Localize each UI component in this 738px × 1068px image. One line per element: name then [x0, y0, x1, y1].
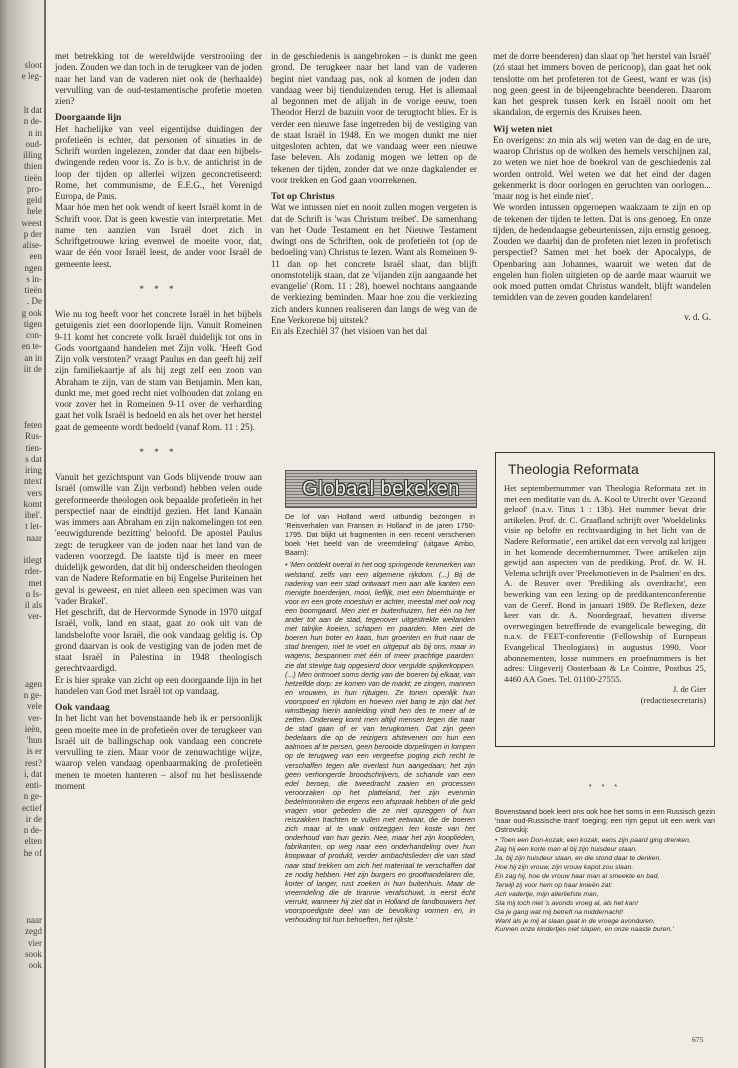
margin-fragment: Rus- [24, 431, 42, 442]
verse-line: Sla mij toch niet 's avonds vroeg al, als het kan! [495, 899, 638, 907]
margin-fragment [4, 398, 42, 409]
paragraph: Het geschrift, dat de Hervormde Synode in 1970 uitgaf Israël, volk, land en staat, gaat zo ook uit van de landsbelofte voor Israël, die ook vandaag geldig is. Op grond daarvan is ook de vestiging van de joden met de staat Israël in Palestina in 1948 theologisch gerechtvaardigd. [55, 607, 262, 674]
margin-fragment [4, 94, 42, 105]
margin-fragment: i, dat [24, 768, 42, 779]
margin-fragment: g ook [21, 307, 42, 318]
box-signer: J. de Gier [672, 684, 706, 695]
margin-fragment: agen [25, 678, 42, 689]
margin-fragment: illing [22, 150, 42, 160]
verse-line: Terwijl zij voor hem op haar knieën zat: [495, 881, 613, 889]
margin-fragment: itlegt [23, 555, 42, 565]
margin-fragment: 'hun [26, 735, 42, 745]
margin-fragment: ntext [24, 476, 42, 487]
subheading-tot-op-christus: Tot op Christus [271, 191, 335, 202]
margin-fragment: n ge- [23, 690, 42, 700]
margin-fragment: feten [24, 420, 42, 430]
margin-fragment [4, 386, 42, 397]
margin-fragment: n ge- [23, 791, 42, 802]
margin-fragment: tieën [24, 172, 42, 183]
margin-fragment [4, 859, 42, 870]
verse-line: Zag hij een korte man al bij zijn huisdeur staan. [495, 846, 638, 854]
globaal-column-left [285, 512, 475, 927]
margin-fragment: vele [27, 701, 42, 712]
binding-fold [44, 0, 46, 1068]
margin-fragment: elten [24, 836, 42, 847]
margin-fragment: naar [26, 532, 42, 543]
globaal-quote: • 'Men ontdekt overal in het oog springende kenmerken van welstand, zelfs van een algemene rijkdom. (...) Bij de nadering van een stad ontwaart men aan alle kanten een menigte boerderijen, mooi, lieflijk, met een bloemtuintje er voor en een grote moestuin er achter, meestal met ook nog een boomgaard. Men ziet er buitenhuizen, het één na het ander tot aan de stad, tegenover uitgestrekte weilanden met talrijke koeien, schapen en paarden. Men ziet de boeren hun boter en kaas, hun groenten en fruit naar de stad brengen, niet te voet en uitgeput als bij ons, maar in wagens, bespannen met één of meer prachtige paarden: zie dat stevige tuig opgesierd door vergulde spijkerkoppen. (...) Men ontmoet soms dertig van die boeren bij elkaar, van hetzelfde dorp: ze komen van de markt; ze zingen, mannen en vrouwen, in hun rijtuigen. Ze tonen openlijk hun voorspoed en rijkdom en hoeven niet bang te zijn dat het winstbejag hierin aanleiding vindt hen des te meer af te zetten. Onderweg komt men altijd mensen tegen die naar de stad gaan of er van terugkomen. Dat zijn geen bedelaars die op de reizigers afstevenen om hun een aalmoes af te persen, geen berooide dorpelingen in lompen op de terugweg van een vergeefse poging zich recht te verschaffen tegen alle overlast hun aangedaan; het zijn geen verhongerde broodschrijvers, de schande van een edel beroep, die tweedracht zaaien en processen veroorzaken op het platteland, het zijn evenmin bedelmonniken die ergens een afspraak hebben of die geld vragen voor gebeden die ze niet opzeggen of hun reiszakken trachten te vullen met eetwaar, die de boeren zich maar al te vaak ontzeggen ten koste van het onderhoud van hun gezin. Nee, maar het zijn kooplieden, fabrikanten, op weg naar een onderhandeling over hun koopwaar of produkt, verder ambachtslieden die van stad naar stad trekken om zich het materiaal te verschaffen dat ze nodig hebben. Het zijn burgers en groothandelaren die, korter of langer, rust zoeken in hun buitenhuis. Maar de vreemdeling die de tirannie verafschuwt, is eerst écht verrukt, wanneer hij ziet dat in Holland de landbouwers het voorspoedigste deel van de bevolking vormen en, in verhouding tot hun behoeften, het rijkste.' [285, 560, 475, 925]
margin-fragment: il als [24, 600, 42, 610]
paragraph: met betrekking tot de wereldwijde verstrooiing der joden. Zouden we dan toch in de terugkeer van de joden naar het land van de vaderen niet ook de (herhaalde) vervulling van de oud-testamentische profetie moeten zien? [55, 51, 262, 106]
margin-fragment: thien [24, 161, 42, 172]
subheading-ook-vandaag: Ook vandaag [55, 702, 110, 714]
article-column-3 [493, 51, 711, 323]
globaal-intro: De lof van Holland werd uitbundig bezongen in 'Reisverhalen van Fransen in Holland' in de jaren 1750-1795. Dat blijkt uit fragmenten in een recent verschenen boek 'Het beeld van de vreemdeling' (uitgave Ambo, Baarn): [285, 512, 475, 558]
margin-fragment [4, 656, 42, 667]
margin-fragment: sloot [24, 60, 42, 70]
margin-fragment: ibel'. [24, 510, 42, 520]
verse-line: En zag hij, hoe de vrouw haar man al smeekte en bad, [495, 873, 660, 880]
verse-line: Kunnen onze kindertjes niet slapen, en onze naaste buren.' [495, 926, 674, 934]
margin-fragment: hele [27, 206, 42, 217]
article-column-2 [271, 51, 477, 337]
theologia-reformata-box [495, 452, 715, 747]
margin-fragment: iit de [23, 363, 42, 374]
globaal-bekeken-banner [285, 470, 477, 508]
article-column-1 [55, 51, 262, 792]
verse-line: Ja, bij zijn huisdeur staan, en die stond daar te denken. [495, 855, 662, 863]
margin-fragment: ngen [24, 262, 42, 273]
margin-fragment: tieën [24, 285, 42, 295]
paragraph: Er is hier sprake van zicht op een doorgaande lijn in het handelen van God met Israël tot op vandaag. [55, 674, 262, 696]
margin-fragment [4, 668, 42, 679]
margin-fragment: rder- [24, 566, 42, 577]
margin-fragment [4, 904, 42, 915]
section-divider: * * * [588, 782, 622, 791]
margin-fragment [4, 893, 42, 904]
margin-fragment: oud- [25, 138, 42, 149]
paragraph: Wie nu tog heeft voor het concrete Israël in het bijbels getuigenis ziet een doorlopende lijn. Vanuit Romeinen 9-11 komt het concrete volk Israël duidelijk tot ons in Gods voortgaand handelen met Zijn volk. 'Heeft God Zijn volk verstoten?' vraagt Paulus en dan geeft hij zelf zijn familiekaartje af als hij zegt zelf een zoon van Abraham te zijn, van de stam van Benjamin. Men kan, dunkt me, met goed recht niet volhouden dat zolang en voor zover het in Romeinen 9-11 over de verharding gaat het volk Israël is bedoeld en als het over het herstel gaat de gemeente wordt bedoeld (vanaf Rom. 11 : 25). [55, 309, 262, 432]
margin-fragment: ectief [22, 802, 42, 813]
margin-fragment: ver- [27, 712, 42, 723]
margin-fragment: ir de [25, 813, 42, 824]
paragraph: Wat we intussen niet en nooit zullen mogen vergeten is dat de Schrift is 'was Christum treibet'. De samenhang van het Oude Testament en het Nieuwe Testament dwingt ons de Schriften, ook de profetieën tot (op de bedoeling van) Christus te lezen. Want als Romeinen 9-11 dan op het concrete Israël slaat, dan blijft onomstotelijk staan, dat ze 'vijanden zijn aangaande het evangelie' (Rom. 11 : 28), hoewel nochtans aangaande de verkiezing beminden. Maar hoe zou die verkiezing zich anders kunnen realiseren dan langs de weg van de Ene Verkorene bij uitstek? [271, 202, 477, 325]
margin-fragment: weest [21, 217, 42, 228]
verse-line: Hoe hij zijn vrouw, zijn vrouw kapot zou slaan. [495, 864, 634, 872]
paragraph: En als Ezechiël 37 (het visioen van het dal [271, 326, 428, 337]
page-number: 675 [692, 1035, 704, 1044]
margin-fragment: met [28, 577, 42, 588]
margin-fragment: e leg- [21, 71, 42, 82]
margin-fragment: t let- [25, 521, 42, 532]
box-text: Het septembernummer van Theologia Reformata zet in met een meditatie van ds. A. Kool te Utrecht over 'Gezond geloof' (n.a.v. Titus 1 : 13b). Het nummer bevat drie artikelen. Prof. dr. C. Graafland schrijft over 'Woeldelinks visie op belofte en rechtvaardiging in het licht van de Nadere Reformatie', een artikel dat een vervolg zal krijgen in het komende decembernummer. Twee artikelen zijn gewijd aan aspecten van de prediking. Prof. dr. W. H. Velema schrijft over 'Preekmotieven in de Psalmen' en drs. A. de Reuver over 'Prediking als overdracht', een bewerking van een lezing op de predikantenconferentie van de Geref. Bond in januari 1989. De Reflexen, deze keer van dr. A. Noordegraaf, bevatten diverse overwegingen betreffende de evangelicale beweging, dit n.a.v. de FEET-conferentie (Fellowship of European Evangelical Theologians) in augustus 1990. Voor abonnementen, losse nummers en proefnummers is het adres: Uitgeverij Oosterbaan & Le Cointre, Postbus 25, 4460 AA Goes. Tel. 01100-27555. [504, 483, 706, 684]
margin-fragment: n Is- [25, 588, 42, 599]
margin-fragment [4, 544, 42, 555]
margin-fragment [4, 83, 42, 94]
margin-fragment [4, 634, 42, 645]
margin-fragment: s dat [25, 453, 42, 464]
margin-fragment: zegd [25, 926, 42, 937]
margin-fragment: n de- [23, 116, 42, 127]
russian-verse [495, 837, 715, 935]
paragraph: met de dorre beenderen) dan slaat op 'het herstel van Israël' (zó staat het immers boven de pericoop), dan gaat het ook tenslotte om het profeteren tot de Geest, want er was (is) nog geen geest in de bijeengebrachte beenderen. Daarom kan het gesprek tussen kerk en Israël nooit om het skandalon, de ergernis des Kruises heen. [493, 51, 711, 118]
section-divider: * * * [139, 446, 178, 457]
margin-fragment: ver- [27, 611, 42, 622]
paragraph: Maar hóe men het ook wendt of keert Israël komt in de Schrift voor. Dat is geen kwestie van interpretatie. Met name ten aanzien van Israël doet zich in Schriftgetrouwe kring evenwel de moeite voor, dat, waar de één voor Israël leest, de ander voor Israël de gemeente leest. [55, 202, 262, 269]
margin-fragment: p der [23, 228, 42, 239]
paragraph: We worden intussen opgeroepen waakzaam te zijn en op de tekenen der tijden te letten. Dat is ons genoeg. En onze tijden, de hedendaagse gebeurtenissen, zijn ernstig genoeg. Zouden we daarbij dan de profeten niet lezen in profetisch perspectief? Samen met het boek der Apocalyps, de Openbaring aan Johannes, waaruit we weten dat de engelen hun fiolen uitgieten op de aarde maar waaruit we ook moed putten omdat Christus wandelt, blijft wandelen temidden van de zeven gouden kandelaren! [493, 202, 711, 303]
margin-fragment: n in [28, 127, 42, 138]
paragraph: En overigens: zo min als wij weten van de dag en de ure, waarop Christus op de wolken des hemels verschijnen zal, zo weten we niet hoe de boekrol van de geschiedenis zal worden ontrold. Wel weten we dat het eind der dagen gekenmerkt is door oorlogen en geruchten van oorlogen... 'maar nog is het einde niet'. [493, 134, 711, 202]
verse-line: Ga je gang wat mij betreft na middernacht! [495, 908, 624, 916]
margin-fragment [4, 409, 42, 420]
margin-fragment: lt dat [23, 105, 42, 115]
margin-fragment: is er [26, 746, 42, 757]
margin-fragment [4, 645, 42, 656]
margin-fragment [4, 881, 42, 892]
margin-fragment: iring [25, 465, 42, 475]
verse-intro: Bovenstaand boek leert ons ook hoe het soms in een Russisch gezin 'naar oud-Russische trant' toeging; een rijm geput uit een werk van Ostrovskij: [495, 807, 715, 835]
margin-fragment: geld [26, 195, 42, 205]
paragraph: in de geschiedenis is aangebroken – is dunkt me geen grond. De terugkeer naar het land van de vaderen begint niet vandaag pas, ook al komen de joden dan vandaag weer bij tienduizenden terug. Het is allemaal al begonnen met de alijah in de vorige eeuw, toen Theodor Herzl de bazuin voor de terugtocht blies. Er is verder een nieuwe fase ingetreden bij de vestiging van de staat Israël in 1948. En we mogen dunkt me niet uitgesloten achten, dat we vandaag weer een nieuwe fase beleven. Als zodanig mogen we letten op de tekenen der tijden, zonder dat we onze dagkalender er voor trekken en God gaan voorrekenen. [271, 51, 477, 185]
margin-fragment: vers [27, 487, 42, 498]
margin-fragment: rest? [25, 757, 42, 768]
paragraph: Het hachelijke van veel eigentijdse duidingen der profetieën is echter, dat personen of situaties in de Schrift worden ingelezen, zonder dat daar een bijbels-dwingende reden voor is. Zo is b.v. de antichrist in de loop der tijden op allerlei wijzen geconcretiseerd: Rome, het communisme, de E.E.G., het Verenigd Europa, de Paus. [55, 123, 262, 202]
margin-fragment: tigen [24, 318, 42, 329]
banner-title: Globaal bekeken [302, 477, 460, 500]
margin-fragment: pro- [27, 183, 42, 194]
verse-line: • 'Toen een Don-kozak, een kozak, eens zijn paard ging drenken, [495, 837, 691, 845]
margin-fragment [4, 870, 42, 881]
margin-fragment: en te- [21, 341, 42, 352]
margin-fragment: ieën, [24, 723, 42, 734]
box-title: Theologia Reformata [508, 461, 639, 477]
margin-fragment: alise- [22, 240, 42, 250]
margin-fragment: naar [26, 915, 42, 925]
margin-fragment: ook [28, 960, 42, 970]
margin-fragment: he of [23, 847, 42, 858]
paragraph: In het licht van het bovenstaande heb ik er persoonlijk geen moeite mee in de profetieën over de terugkeer van Israël uit de ballingschap ook vandaag een concrete vervulling te zien. Maar voor de zenuwachtige wijze, waarop velen vandaag openbaarmaking de profetieën menen te moeten hanteren – alsof nu het beslissende moment [55, 713, 262, 791]
margin-fragment: een [29, 251, 42, 262]
margin-fragment: an in [24, 352, 42, 363]
margin-fragment: . De [27, 296, 42, 307]
margin-fragment: enti- [25, 780, 42, 790]
margin-fragment [4, 623, 42, 634]
previous-page-fragments [4, 60, 42, 971]
margin-fragment: n de- [23, 825, 42, 835]
box-signer-role: (redactiesecretaris) [640, 694, 706, 705]
margin-fragment: s in- [26, 273, 42, 284]
margin-fragment: sook [24, 948, 42, 959]
verse-line: Want als je mij al slaan gaat in de vroege avonduren, [495, 917, 655, 925]
margin-fragment: con- [26, 330, 42, 340]
margin-fragment: tien- [25, 442, 42, 453]
subheading-wij-weten-niet: Wij weten niet [493, 123, 553, 135]
subheading-doorgaande-lijn: Doorgaande lijn [55, 112, 122, 124]
margin-fragment: komt [23, 498, 42, 509]
author-initials: v. d. G. [684, 311, 711, 322]
margin-fragment: vier [28, 937, 42, 948]
paragraph: Vanuit het gezichtspunt van Gods blijvende trouw aan Israël (omwille van Zijn verbond) hebben velen oude gereformeerde theologen ook bepaalde profetieën in het perspectief naar de eindtijd gezien. Het land Kanaän was immers aan Abraham en zijn nakomelingen tot een 'eeuwigdurende bezitting' beloofd. De apostel Paulus zegt: de terugkeer van de joden naar het land van de vaderen voorzegd. De laatste tijd is meer en meer duidelijk geworden, dat dit bij onderscheiden theologen van de Nadere Reformatie en bij Engelse Puriteinen het geval is geweest, en niet alleen een specimen was van 'vader Brakel'. [55, 472, 262, 606]
verse-line: Ach vadertje, mijn allerliefste man, [495, 890, 599, 898]
section-divider: * * * [139, 283, 178, 294]
globaal-column-right [495, 760, 715, 935]
margin-fragment [4, 375, 42, 386]
